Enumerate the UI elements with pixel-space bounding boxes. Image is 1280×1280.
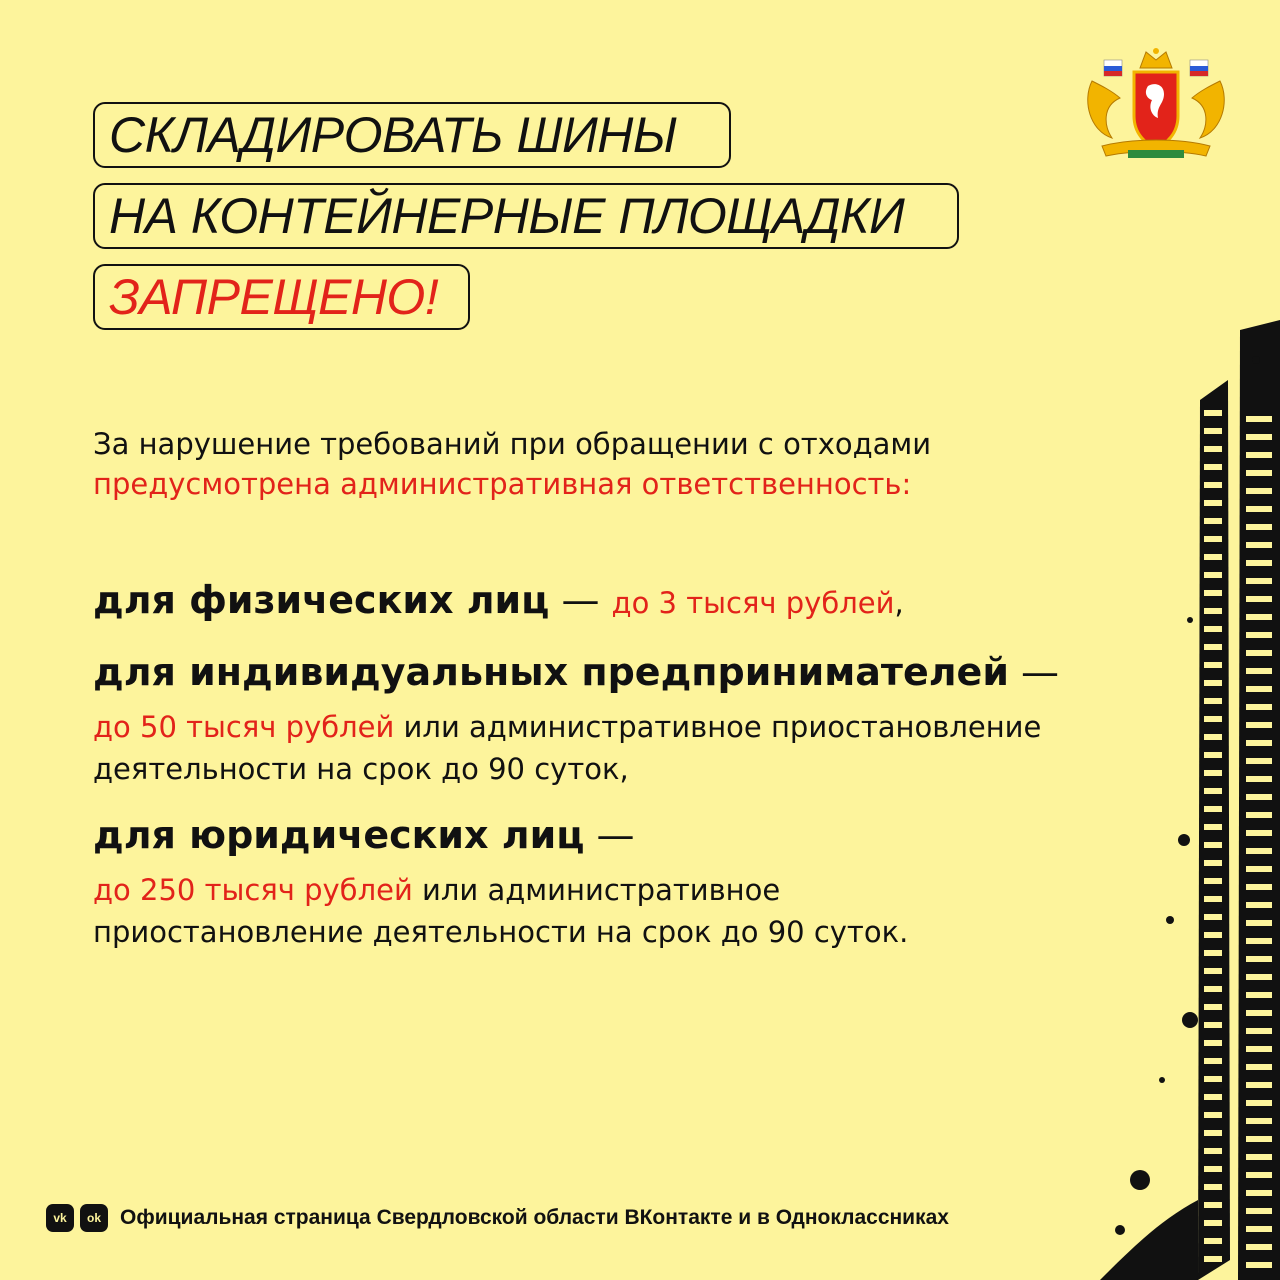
coat-of-arms-icon — [1082, 46, 1230, 166]
penalty-entrepreneurs-dash: — — [1008, 650, 1060, 694]
footer — [46, 1204, 949, 1232]
tire-tread-mark — [1204, 734, 1222, 740]
tire-tread-mark — [1204, 1040, 1222, 1046]
penalty-entrepreneurs-rest: или административное приостановление — [394, 710, 1042, 744]
tire-tread-mark — [1246, 722, 1272, 728]
tire-tread-mark — [1246, 956, 1272, 962]
tire-tread-mark — [1246, 650, 1272, 656]
tire-tread-mark — [1204, 1058, 1222, 1064]
tire-tread-mark — [1246, 1082, 1272, 1088]
tire-tread-mark — [1204, 824, 1222, 830]
tire-tread-mark — [1246, 668, 1272, 674]
tire-tread-mark — [1204, 896, 1222, 902]
tire-tread-mark — [1204, 950, 1222, 956]
tire-tread-mark — [1204, 1112, 1222, 1118]
tire-tread-mark — [1246, 1118, 1272, 1124]
tire-tread-mark — [1204, 1148, 1222, 1154]
tire-tread-mark — [1246, 1154, 1272, 1160]
tire-tread-mark — [1246, 740, 1272, 746]
tire-tread-mark — [1246, 920, 1272, 926]
intro-line-2: предусмотрена административная ответственность: — [93, 467, 912, 501]
tire-tread-mark — [1246, 884, 1272, 890]
vk-icon[interactable]: vk — [46, 1204, 74, 1232]
tire-tread-mark — [1204, 1076, 1222, 1082]
penalty-entrepreneurs-head: для индивидуальных предпринимателей — [93, 650, 1009, 694]
tire-tread-mark — [1204, 986, 1222, 992]
tire-tread-mark — [1204, 1166, 1222, 1172]
tire-tread-mark — [1204, 410, 1222, 416]
tire-tread-mark — [1246, 902, 1272, 908]
tire-tread-mark — [1204, 968, 1222, 974]
tire-track-icon — [1100, 320, 1280, 1280]
tire-tread-mark — [1246, 1262, 1272, 1268]
tire-tread-mark — [1246, 560, 1272, 566]
tire-tread-mark — [1246, 542, 1272, 548]
tire-tread-mark — [1204, 446, 1222, 452]
tire-tread-mark — [1204, 626, 1222, 632]
penalty-individuals-dash: — — [549, 578, 612, 622]
tire-tread-mark — [1204, 1256, 1222, 1262]
tire-tread-mark — [1246, 686, 1272, 692]
penalty-entrepreneurs-amount: до 50 тысяч рублей — [93, 710, 395, 744]
tire-tread-mark — [1246, 704, 1272, 710]
tire-tread-mark — [1246, 470, 1272, 476]
tire-tread-mark — [1204, 752, 1222, 758]
tire-tread-mark — [1204, 878, 1222, 884]
tire-tread-mark — [1204, 914, 1222, 920]
tire-tread-mark — [1246, 830, 1272, 836]
tire-tread-mark — [1204, 1130, 1222, 1136]
tire-tread-mark — [1204, 608, 1222, 614]
tire-tread-mark — [1246, 1046, 1272, 1052]
tire-tread-mark — [1204, 698, 1222, 704]
tire-tread-mark — [1246, 1208, 1272, 1214]
penalty-legal-entities-dash: — — [584, 813, 635, 857]
tire-tread-mark — [1204, 500, 1222, 506]
tire-tread-mark — [1246, 1136, 1272, 1142]
penalty-entrepreneurs-body — [93, 706, 1041, 790]
tire-tread-mark — [1246, 794, 1272, 800]
tire-tread-mark — [1246, 848, 1272, 854]
tire-tread-mark — [1246, 1226, 1272, 1232]
tire-tread-mark — [1204, 554, 1222, 560]
title-line-1 — [93, 102, 731, 168]
penalty-legal-entities-body — [93, 869, 908, 953]
title-line-2 — [93, 183, 959, 249]
tire-tread-mark — [1204, 572, 1222, 578]
tire-tread-mark — [1204, 536, 1222, 542]
tire-tread-mark — [1246, 506, 1272, 512]
penalty-entrepreneurs-head-row — [93, 650, 1059, 694]
tire-tread-mark — [1204, 1094, 1222, 1100]
tire-tread-mark — [1204, 644, 1222, 650]
tire-tread-mark — [1204, 1022, 1222, 1028]
title-line-3-text: ЗАПРЕЩЕНО! — [109, 269, 439, 325]
tire-tread-mark — [1204, 1202, 1222, 1208]
tire-tread-mark — [1246, 1010, 1272, 1016]
tire-tread-mark — [1204, 518, 1222, 524]
tire-tread-mark — [1246, 1100, 1272, 1106]
tire-tread-mark — [1204, 590, 1222, 596]
tire-tread-mark — [1246, 632, 1272, 638]
title-line-1-text: СКЛАДИРОВАТЬ ШИНЫ — [109, 107, 677, 163]
tire-tread-mark — [1204, 842, 1222, 848]
tire-tread-mark — [1246, 1028, 1272, 1034]
tire-tread-mark — [1246, 974, 1272, 980]
tire-tread-mark — [1246, 758, 1272, 764]
tire-tread-mark — [1246, 416, 1272, 422]
tire-tread-mark — [1204, 1220, 1222, 1226]
tire-tread-mark — [1204, 464, 1222, 470]
penalty-legal-entities-rest: или административное — [412, 873, 781, 907]
tire-tread-mark — [1204, 662, 1222, 668]
tire-tread-mark — [1246, 434, 1272, 440]
tire-tread-mark — [1246, 1064, 1272, 1070]
penalty-individuals-head: для физических лиц — [93, 578, 550, 622]
tire-tread-mark — [1204, 788, 1222, 794]
tire-tread-mark — [1246, 452, 1272, 458]
tire-tread-mark — [1246, 812, 1272, 818]
penalty-entrepreneurs-line2: деятельности на срок до 90 суток, — [93, 752, 629, 786]
tire-tread-mark — [1246, 1172, 1272, 1178]
penalty-individuals — [93, 578, 904, 622]
penalty-legal-entities-head-row — [93, 813, 635, 857]
tire-tread-mark — [1246, 578, 1272, 584]
intro-line-1: За нарушение требований при обращении с отходами — [93, 427, 932, 461]
tire-tread-mark — [1246, 938, 1272, 944]
tire-tread-mark — [1204, 770, 1222, 776]
tire-tread-mark — [1204, 716, 1222, 722]
tire-tread-mark — [1246, 992, 1272, 998]
tire-tread-mark — [1246, 1244, 1272, 1250]
tire-tread-mark — [1246, 488, 1272, 494]
tire-tread-mark — [1204, 1238, 1222, 1244]
tire-tread-mark — [1246, 614, 1272, 620]
tire-tread-mark — [1246, 866, 1272, 872]
penalty-legal-entities-head: для юридических лиц — [93, 813, 585, 857]
ok-icon[interactable]: ok — [80, 1204, 108, 1232]
tire-tread-mark — [1204, 680, 1222, 686]
tire-tread-mark — [1204, 482, 1222, 488]
intro-text — [93, 424, 931, 504]
tire-tread-mark — [1246, 1190, 1272, 1196]
footer-text: Официальная страница Свердловской области ВКонтакте и в Одноклассниках — [120, 1206, 949, 1229]
tire-tread-mark — [1204, 932, 1222, 938]
tire-tread-mark — [1246, 776, 1272, 782]
penalty-legal-entities-line2: приостановление деятельности на срок до 90 суток. — [93, 915, 909, 949]
tire-tread-mark — [1204, 860, 1222, 866]
penalty-individuals-tail: , — [894, 586, 904, 620]
tire-tread-mark — [1204, 806, 1222, 812]
title-line-3 — [93, 264, 470, 330]
tire-tread-mark — [1204, 1184, 1222, 1190]
tire-tread-mark — [1204, 1004, 1222, 1010]
penalty-legal-entities-amount: до 250 тысяч рублей — [93, 873, 413, 907]
penalty-individuals-amount: до 3 тысяч рублей — [611, 586, 895, 620]
title-line-2-text: НА КОНТЕЙНЕРНЫЕ ПЛОЩАДКИ — [109, 188, 905, 244]
tire-tread-mark — [1204, 428, 1222, 434]
tire-tread-mark — [1246, 596, 1272, 602]
tire-tread-mark — [1246, 524, 1272, 530]
